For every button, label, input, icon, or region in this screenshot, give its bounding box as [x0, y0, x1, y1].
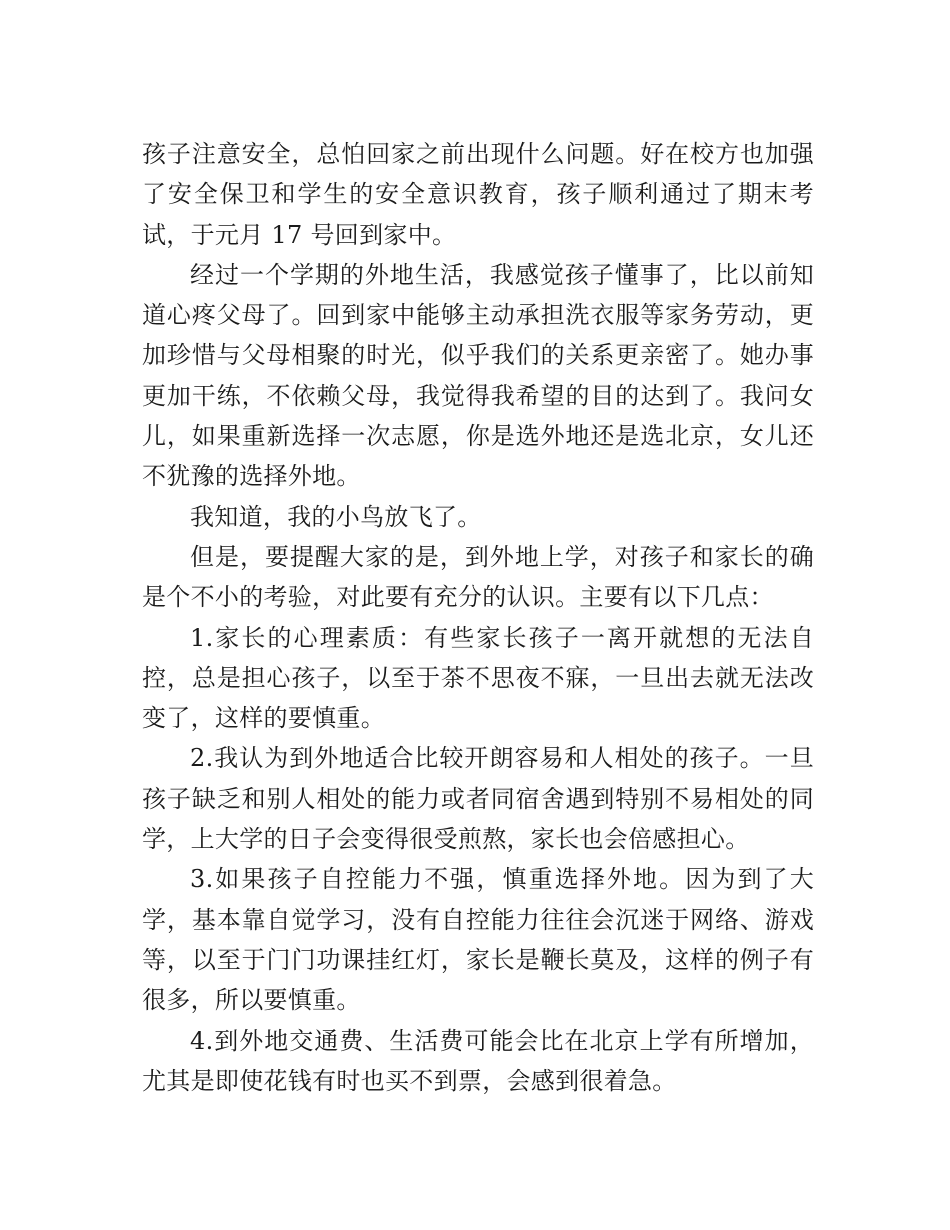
document-body [142, 134, 814, 1101]
list-item-1: 1.家长的心理素质：有些家长孩子一离开就想的无法自控，总是担心孩子，以至于茶不思夜不寐，一旦出去就无法改变了，这样的要慎重。 [142, 623, 814, 733]
paragraph-reminder: 但是，要提醒大家的是，到外地上学，对孩子和家长的确是个不小的考验，对此要有充分的认识。主要有以下几点： [142, 542, 814, 612]
paragraph-continuation: 孩子注意安全，总怕回家之前出现什么问题。好在校方也加强了安全保卫和学生的安全意识教育，孩子顺利通过了期末考试，于元月 17 号回到家中。 [142, 140, 814, 249]
paragraph-bird-flies: 我知道，我的小鸟放飞了。 [190, 502, 482, 531]
paragraph-experience: 经过一个学期的外地生活，我感觉孩子懂事了，比以前知道心疼父母了。回到家中能够主动承担洗衣服等家务劳动，更加珍惜与父母相聚的时光，似乎我们的关系更亲密了。她办事更加干练，不依赖父母，我觉得我希望的目的达到了。我问女儿，如果重新选择一次志愿，你是选外地还是选北京，女儿还不犹豫的选择外地。 [142, 260, 814, 491]
list-item-4: 4.到外地交通费、生活费可能会比在北京上学有所增加，尤其是即使花钱有时也买不到票，会感到很着急。 [142, 1026, 814, 1095]
list-item-2: 2.我认为到外地适合比较开朗容易和人相处的孩子。一旦孩子缺乏和别人相处的能力或者同宿舍遇到特别不易相处的同学，上大学的日子会变得很受煎熬，家长也会倍感担心。 [142, 744, 814, 854]
list-item-3: 3.如果孩子自控能力不强，慎重选择外地。因为到了大学，基本靠自觉学习，没有自控能力往往会沉迷于网络、游戏等，以至于门门功课挂红灯，家长是鞭长莫及，这样的例子有很多，所以要慎重。 [142, 865, 814, 1015]
